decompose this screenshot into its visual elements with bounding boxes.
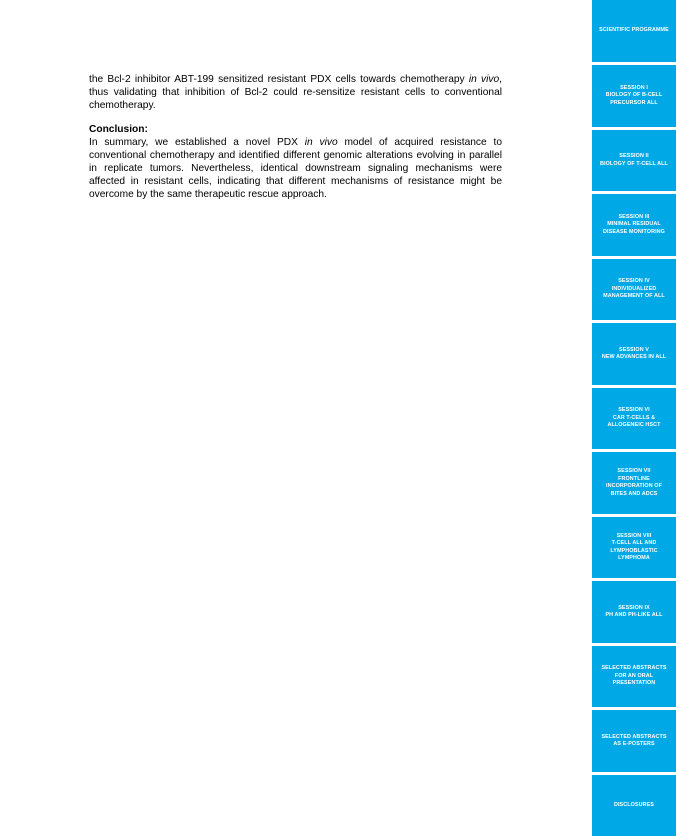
tab-label-line: SESSION VII [617, 468, 651, 474]
tab-label-line: PRESENTATION [612, 680, 656, 687]
results-text-2: , thus validating that inhibition of Bcl-2 could re-sensitize resistant cells to conventional chemotherapy. [89, 74, 502, 111]
tab-label-line: MANAGEMENT OF ALL [603, 293, 665, 300]
tab-label-line: SESSION VIII [616, 532, 652, 539]
conclusion-italic: in vivo [304, 137, 338, 148]
tab-scientific-programme[interactable] [592, 0, 676, 62]
tab-label-line: BITES AND ADCS [610, 490, 658, 497]
tab-label-line: SESSION IX [618, 604, 650, 611]
tab-selected-oral-abstracts[interactable] [592, 646, 676, 707]
tab-label-line: FRONTLINE [618, 475, 650, 482]
tab-label-line: SESSION I [620, 84, 648, 91]
tab-label-line: CAR T-CELLS & [612, 414, 656, 421]
results-italic: in vivo [468, 74, 500, 85]
tab-session-7[interactable] [592, 452, 676, 514]
tab-label-line: DISEASE MONITORING [603, 228, 665, 235]
tab-label-line: BIOLOGY OF B-CELL [605, 92, 663, 99]
tab-label-line: FOR AN ORAL [614, 672, 654, 679]
conclusion-heading: Conclusion: [89, 124, 148, 135]
tab-label-line: SESSION V [619, 346, 649, 353]
tab-label-line: SESSION VI [618, 407, 650, 414]
tab-label-line: SELECTED ABSTRACTS [601, 665, 667, 672]
tab-label-line: SELECTED ABSTRACTS [601, 733, 667, 740]
tab-label-line: SESSION III [618, 213, 650, 220]
tab-selected-e-posters[interactable] [592, 710, 676, 772]
tab-session-3[interactable] [592, 194, 676, 256]
tab-label-line: PH AND PH-LIKE ALL [605, 612, 663, 618]
tab-label-line: INDIVIDUALIZED [611, 285, 657, 292]
tab-session-2[interactable] [592, 130, 676, 191]
tab-session-1[interactable] [592, 65, 676, 127]
conclusion-paragraph [89, 136, 502, 201]
tab-session-9[interactable] [592, 581, 676, 643]
tab-label-line: DISCLOSURES [613, 801, 655, 808]
results-paragraph [89, 73, 502, 112]
tab-label-line: MINIMAL RESIDUAL [607, 221, 661, 228]
tab-session-5[interactable] [592, 323, 676, 385]
results-text-1: the Bcl-2 inhibitor ABT-199 sensitized resistant PDX cells towards chemotherapy [89, 74, 469, 85]
tab-label-line: LYMPHOBLASTIC [610, 547, 658, 554]
tab-session-8[interactable] [592, 517, 676, 578]
tab-disclosures[interactable] [592, 775, 676, 836]
tab-label-line: ALLOGENEIC HSCT [607, 422, 661, 429]
tab-label-line: LYMPHOMA [618, 555, 650, 561]
tab-label-line: INCORPORATION OF [605, 483, 662, 489]
tab-label-line: NEW ADVANCES IN ALL [601, 354, 667, 360]
abstract-body [89, 73, 502, 201]
tab-label-line: SESSION II [619, 153, 649, 159]
tab-label-line: AS E-POSTERS [613, 741, 655, 747]
section-sidebar [592, 0, 676, 836]
conclusion-text-1: In summary, we established a novel PDX [89, 137, 305, 148]
conclusion-text-2: model of acquired resistance to conventional chemotherapy and identified different genomic alterations evolving in parallel in replicate tumors. Nevertheless, identical downstream signaling mechanisms were affected in resistant cells, indicating that different mechanisms of resistance might be overcome by the same therapeutic rescue approach. [89, 137, 502, 200]
tab-session-6[interactable] [592, 388, 676, 449]
tab-label-line: SESSION IV [618, 278, 650, 285]
tab-label-line: BIOLOGY OF T-CELL ALL [600, 160, 668, 167]
tab-label-line: PRECURSOR ALL [610, 99, 658, 106]
tab-session-4[interactable] [592, 259, 676, 320]
tab-label-line: T-CELL ALL AND [611, 540, 657, 546]
tab-label-line: SCIENTIFIC PROGRAMME [599, 27, 669, 34]
